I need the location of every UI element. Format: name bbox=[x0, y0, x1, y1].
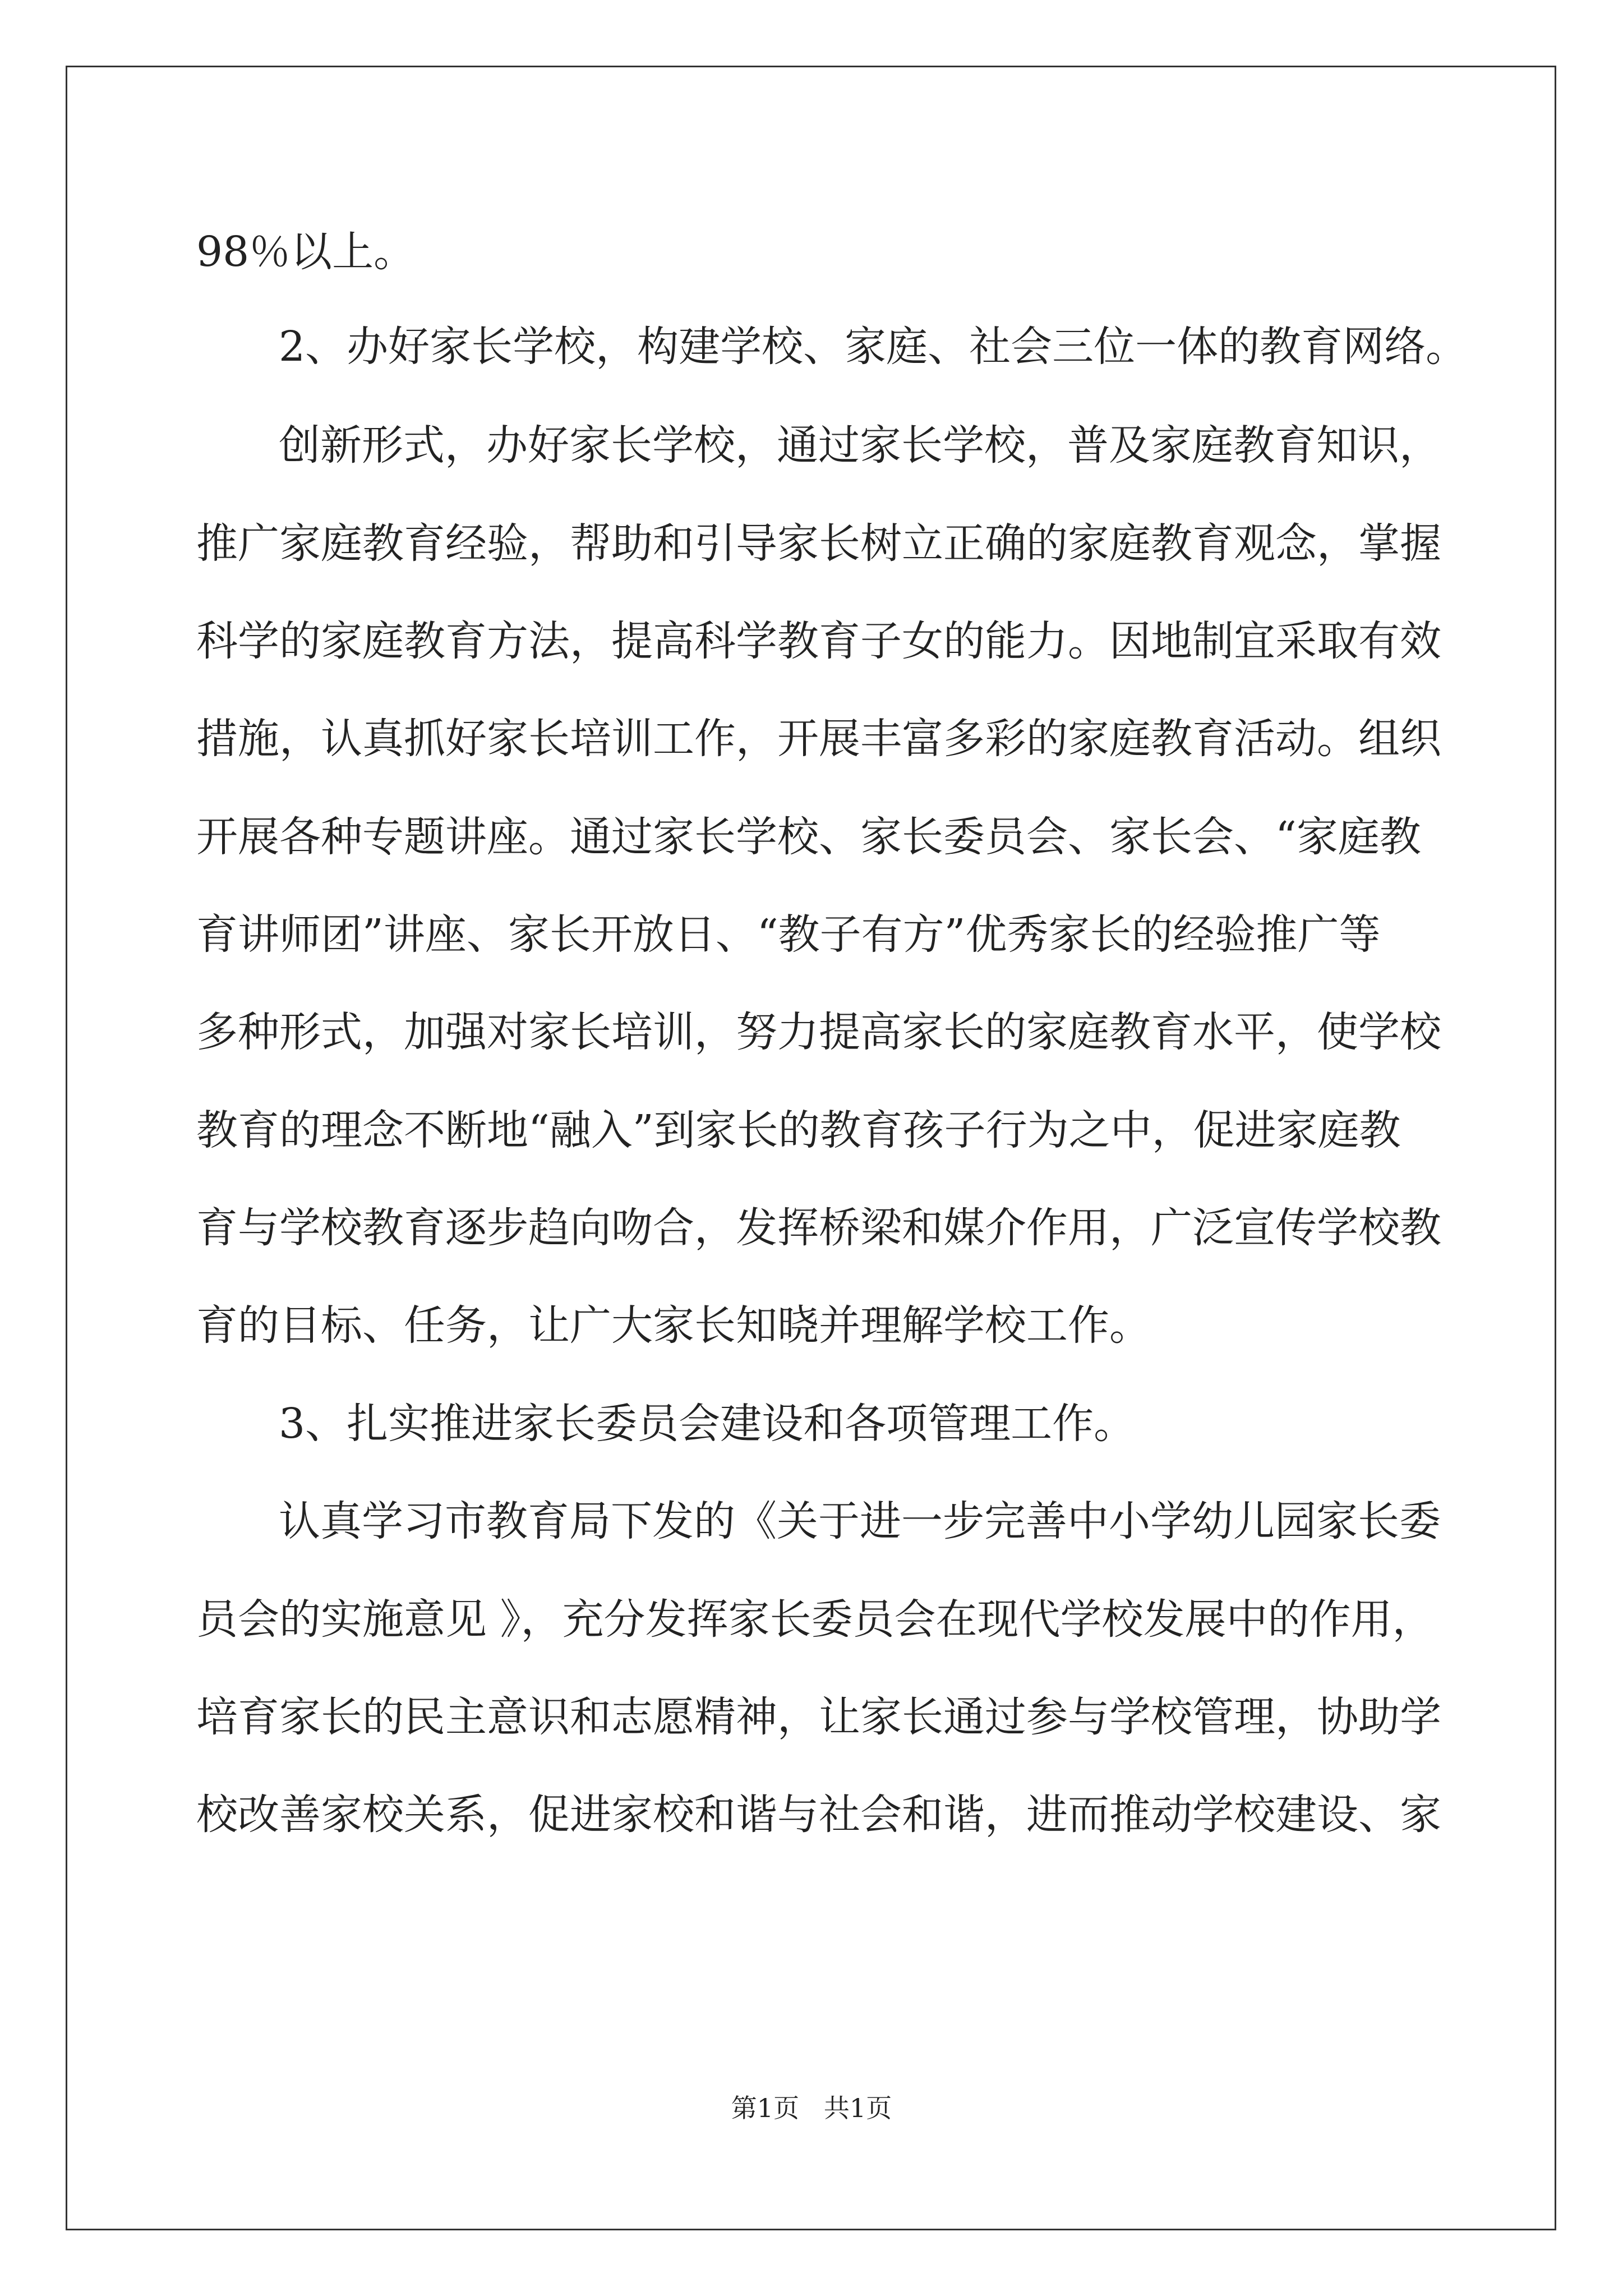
text-line: 校改善家校关系，促进家校和谐与社会和谐，进而推动学校建设、家 bbox=[196, 1791, 1441, 1839]
section-heading: 3、扎实推进家长委员会建设和各项管理工作。 bbox=[279, 1400, 1136, 1448]
text-line: 多种形式，加强对家长培训，努力提高家长的家庭教育水平，使学校 bbox=[196, 1008, 1441, 1056]
text-line: 措施，认真抓好家长培训工作，开展丰富多彩的家庭教育活动。组织 bbox=[196, 715, 1441, 763]
text-line: 员会的实施意见 》，充分发挥家长委员会在现代学校发展中的作用， bbox=[196, 1595, 1434, 1644]
text-line: 创新形式，办好家长学校，通过家长学校，普及家庭教育知识， bbox=[279, 421, 1441, 470]
section-heading: 2、办好家长学校，构建学校、家庭、社会三位一体的教育网络。 bbox=[279, 323, 1468, 371]
text-line: 推广家庭教育经验，帮助和引导家长树立正确的家庭教育观念，掌握 bbox=[196, 519, 1441, 568]
text-line: 育的目标、任务，让广大家长知晓并理解学校工作。 bbox=[196, 1301, 1151, 1350]
text-line: 开展各种专题讲座。通过家长学校、家长委员会、家长会、“家庭教 bbox=[196, 813, 1421, 861]
text-line: 教育的理念不断地“融入”到家长的教育孩子行为之中，促进家庭教 bbox=[196, 1106, 1401, 1154]
text-line: 育与学校教育逐步趋向吻合，发挥桥梁和媒介作用，广泛宣传学校教 bbox=[196, 1204, 1441, 1252]
text-line: 科学的家庭教育方法，提高科学教育子女的能力。因地制宜采取有效 bbox=[196, 617, 1441, 665]
text-line: 98％以上。 bbox=[196, 228, 416, 276]
text-line: 培育家长的民主意识和志愿精神，让家长通过参与学校管理，协助学 bbox=[196, 1693, 1441, 1741]
text-line: 育讲师团”讲座、家长开放日、“教子有方”优秀家长的经验推广等 bbox=[196, 910, 1381, 959]
text-line: 认真学习市教育局下发的《关于进一步完善中小学幼儿园家长委 bbox=[279, 1497, 1441, 1545]
page-footer: 第1页 共1页 bbox=[731, 2093, 892, 2123]
